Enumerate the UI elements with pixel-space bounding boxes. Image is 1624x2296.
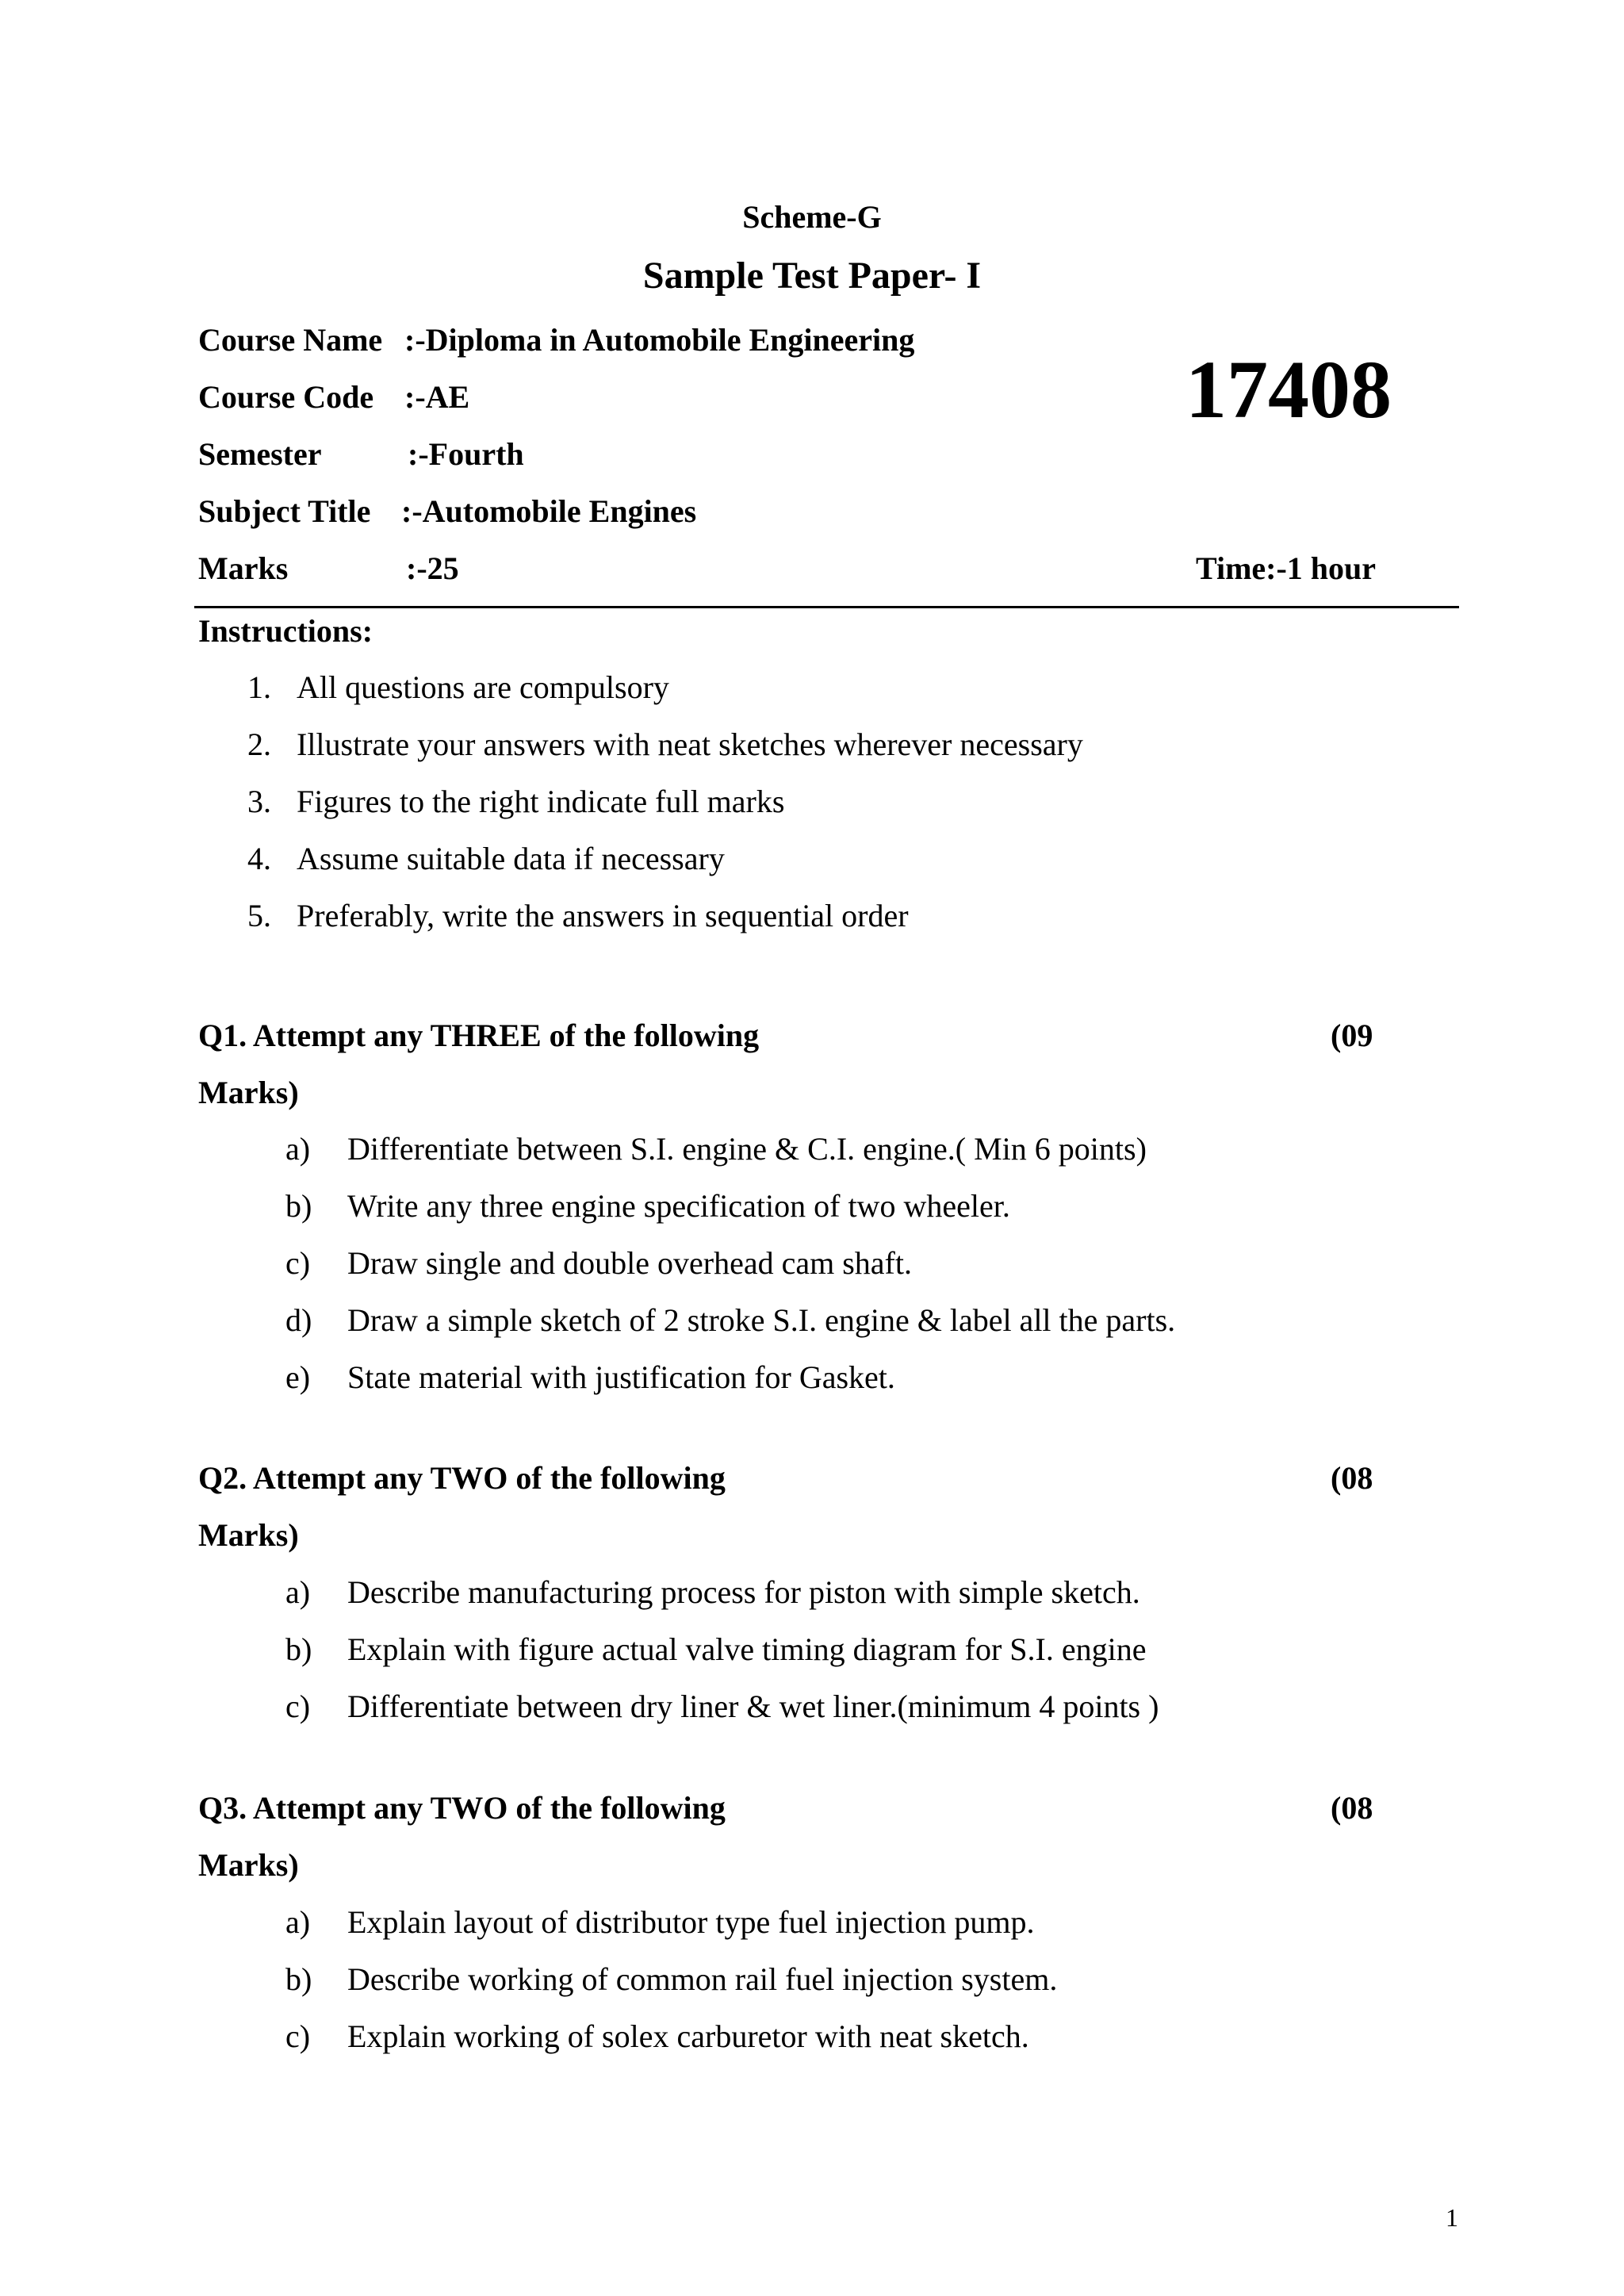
paper-code-number: 17408 (1185, 344, 1392, 435)
question-marks-close: Marks) (198, 1075, 299, 1110)
question-item: e) State material with justification for Gasket. (285, 1359, 895, 1395)
instruction-item: 4. Assume suitable data if necessary (247, 841, 725, 876)
subject-value: :-Automobile Engines (401, 493, 697, 529)
course-name-label: Course Name (198, 322, 383, 358)
question-item: c) Explain working of solex carburetor with neat sketch. (285, 2018, 1029, 2054)
time-label: Time:-1 hour (1196, 550, 1377, 586)
course-code-label: Course Code (198, 379, 374, 415)
question-item: b) Write any three engine specification of two wheeler. (285, 1188, 1010, 1224)
subject-label: Subject Title (198, 493, 371, 529)
question-item: b) Describe working of common rail fuel injection system. (285, 1961, 1058, 1997)
question-item: a) Describe manufacturing process for piston with simple sketch. (285, 1574, 1140, 1610)
marks-value: :-25 (406, 550, 459, 586)
question-marks: (08 (1331, 1460, 1373, 1496)
paper-title: Sample Test Paper- I (642, 255, 982, 297)
course-name-value: :-Diploma in Automobile Engineering (404, 322, 915, 358)
question-title: Q3. Attempt any TWO of the following (198, 1790, 726, 1826)
marks-label: Marks (198, 550, 289, 586)
instruction-item: 1. All questions are compulsory (247, 669, 669, 705)
semester-value: :-Fourth (408, 436, 524, 472)
header-divider (194, 606, 1459, 608)
instruction-item: 3. Figures to the right indicate full marks (247, 784, 785, 819)
question-item: a) Differentiate between S.I. engine & C.I. engine.( Min 6 points) (285, 1131, 1147, 1167)
scheme-label: Scheme-G (742, 199, 882, 235)
question-item: a) Explain layout of distributor type fuel injection pump. (285, 1904, 1035, 1940)
question-marks: (09 (1331, 1018, 1373, 1053)
instruction-item: 2. Illustrate your answers with neat sketches wherever necessary (247, 726, 1083, 762)
question-marks: (08 (1331, 1790, 1373, 1826)
instruction-item: 5. Preferably, write the answers in sequential order (247, 898, 909, 933)
course-code-value: :-AE (404, 379, 470, 415)
question-marks-close: Marks) (198, 1847, 299, 1883)
semester-label: Semester (198, 436, 322, 472)
question-item: c) Draw single and double overhead cam shaft. (285, 1245, 912, 1281)
instructions-heading: Instructions: (198, 613, 373, 649)
question-title: Q2. Attempt any TWO of the following (198, 1460, 726, 1496)
question-item: c) Differentiate between dry liner & wet liner.(minimum 4 points ) (285, 1688, 1159, 1724)
question-item: b) Explain with figure actual valve timing diagram for S.I. engine (285, 1631, 1147, 1667)
question-marks-close: Marks) (198, 1517, 299, 1553)
question-item: d) Draw a simple sketch of 2 stroke S.I. engine & label all the parts. (285, 1302, 1176, 1338)
page-number: 1 (1446, 2203, 1458, 2232)
question-title: Q1. Attempt any THREE of the following (198, 1018, 760, 1053)
